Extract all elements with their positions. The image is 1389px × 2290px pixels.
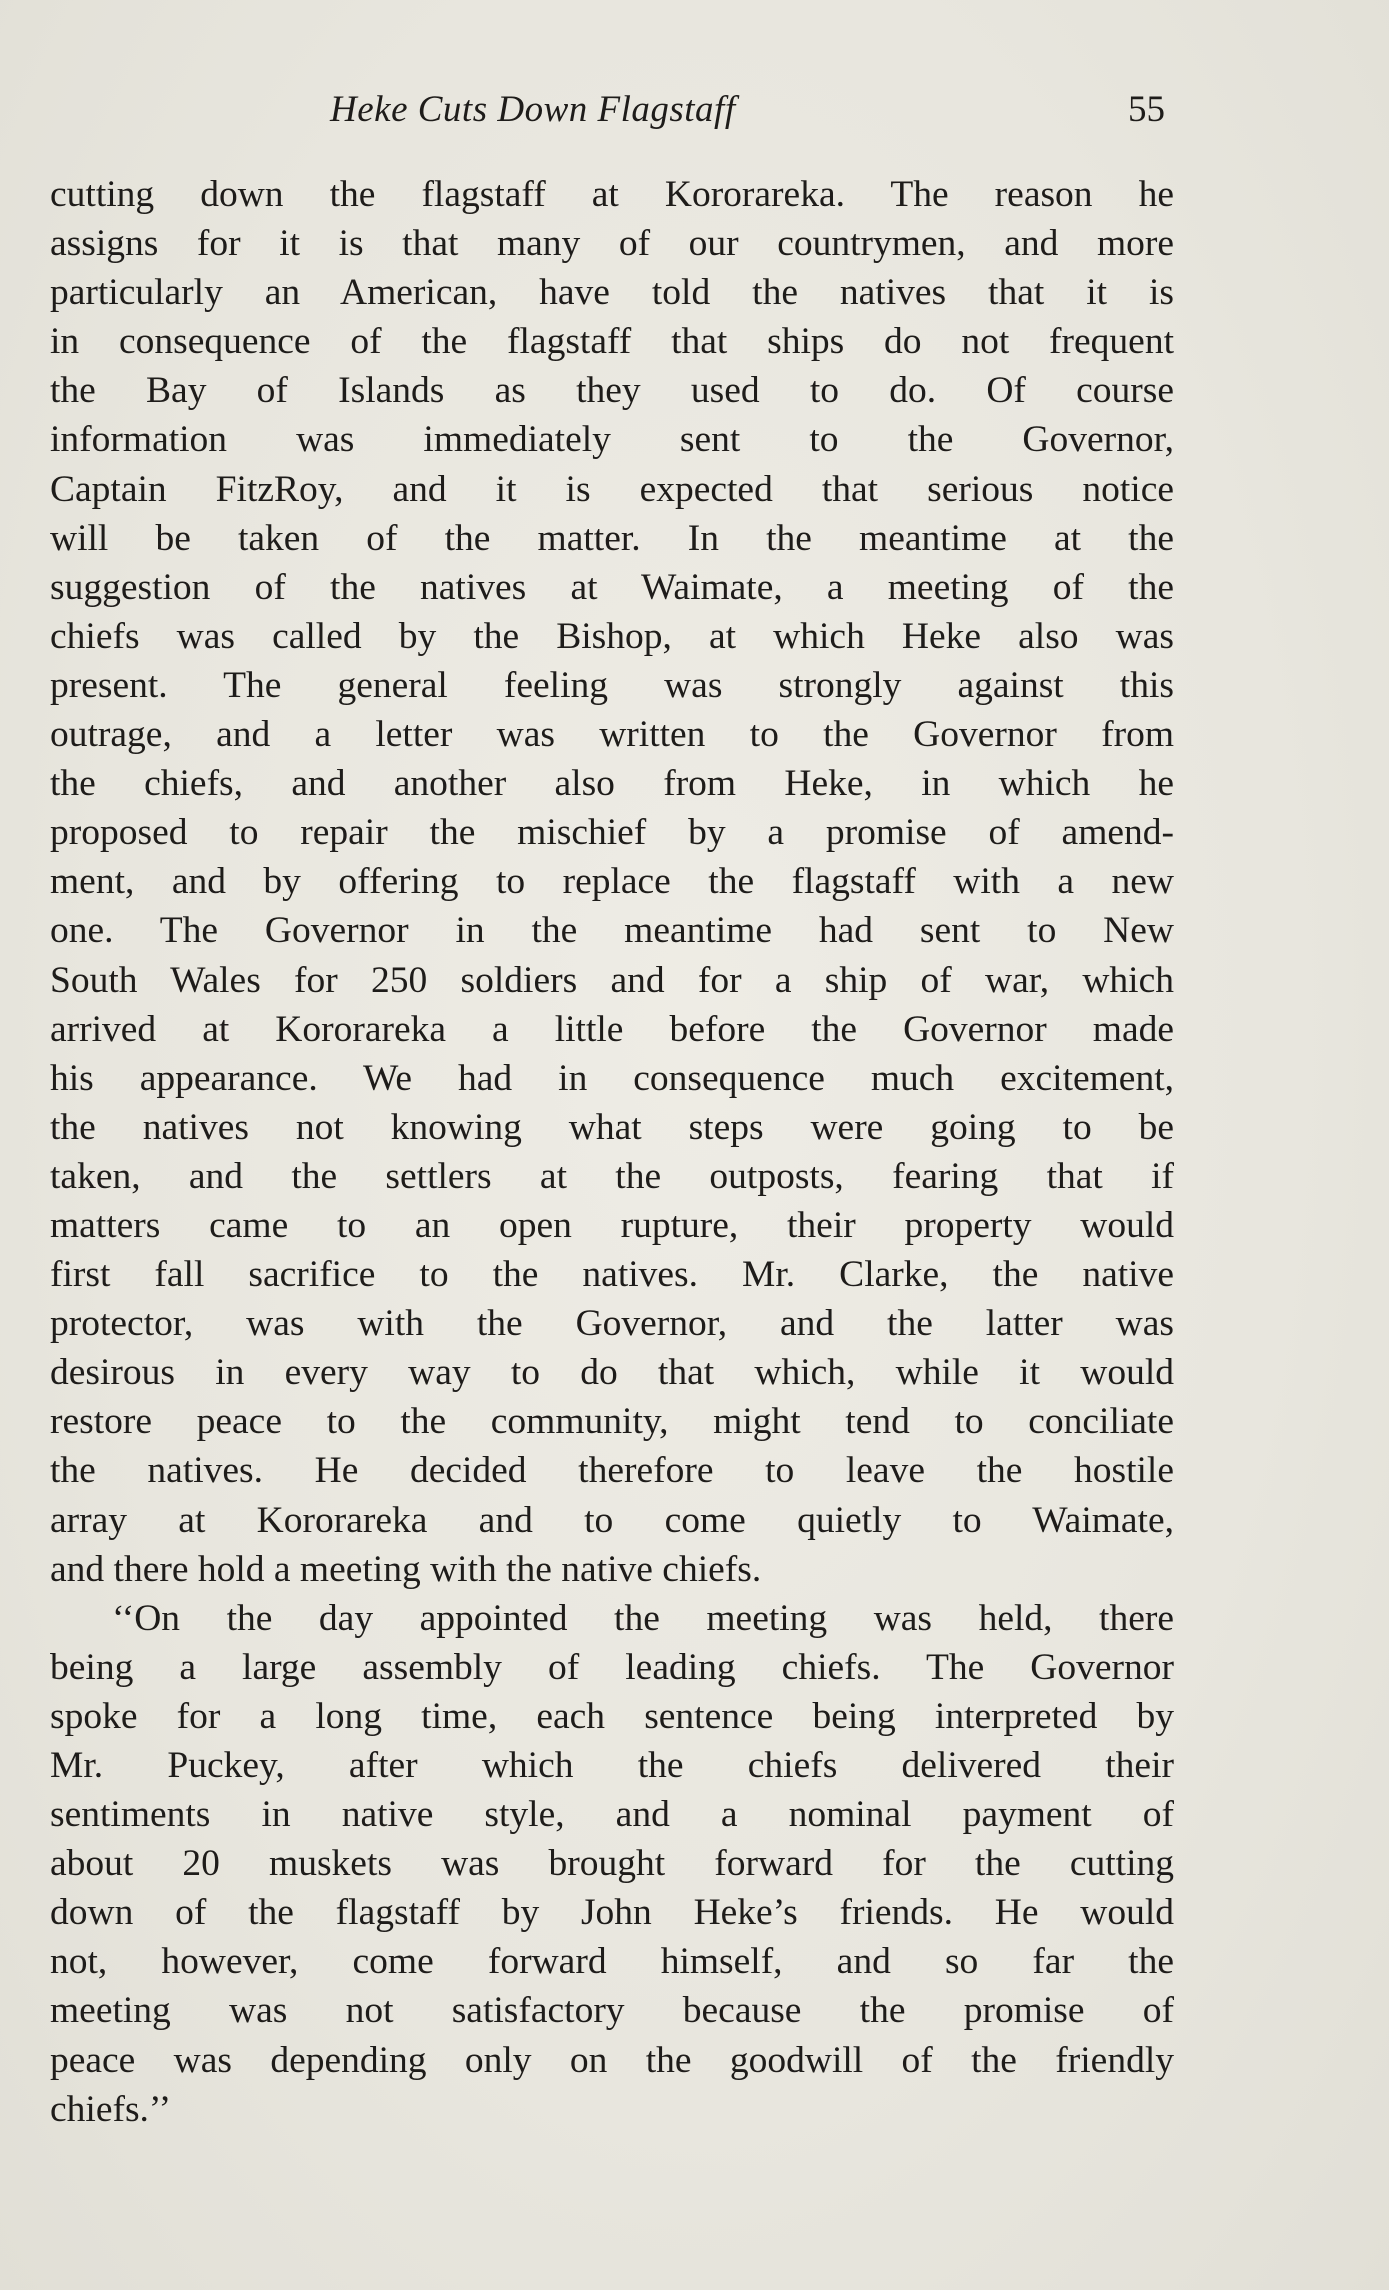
text-line: the natives not knowing what steps were going to be [50,1106,1174,1148]
text-line: spoke for a long time, each sentence being interpreted by [50,1695,1174,1737]
text-line: South Wales for 250 soldiers and for a ship of war, which [50,959,1174,1001]
text-line: being a large assembly of leading chiefs. The Governor [50,1646,1174,1688]
body-text [50,170,1174,2134]
text-line: Mr. Puckey, after which the chiefs delivered their [50,1745,1174,1786]
text-line: particularly an American, have told the natives that it is [50,272,1174,314]
text-line: will be taken of the matter. In the meantime at the [50,517,1174,559]
text-line: sentiments in native style, and a nominal payment of [50,1794,1174,1836]
text-line: the natives. He decided therefore to leave the hostile [50,1450,1174,1492]
text-line: suggestion of the natives at Waimate, a meeting of the [50,566,1174,608]
text-line: first fall sacrifice to the natives. Mr. Clarke, the native [50,1254,1174,1296]
text-line: his appearance. We had in consequence much excitement, [50,1057,1174,1099]
text-line: not, however, come forward himself, and so far the [50,1941,1174,1983]
text-line: chiefs was called by the Bishop, at which Heke also was [50,615,1174,657]
text-line: assigns for it is that many of our countrymen, and more [50,223,1174,265]
text-line: and there hold a meeting with the native chiefs. [50,1548,762,1590]
text-line: present. The general feeling was strongly against this [50,664,1174,706]
text-line: taken, and the settlers at the outposts, fearing that if [50,1155,1174,1197]
text-line: ‘‘On the day appointed the meeting was held, there [112,1597,1174,1639]
text-line: proposed to repair the mischief by a promise of amend- [50,812,1174,854]
text-line: information was immediately sent to the Governor, [50,419,1174,461]
text-line: the Bay of Islands as they used to do. Of course [50,370,1174,412]
text-line: protector, was with the Governor, and the latter was [50,1303,1174,1345]
text-line: cutting down the flagstaff at Kororareka. The reason he [50,174,1174,215]
page-number: 55 [1128,89,1165,130]
text-line: ment, and by offering to replace the flagstaff with a new [50,861,1174,903]
text-line: desirous in every way to do that which, while it would [50,1352,1174,1394]
text-line: down of the flagstaff by John Heke’s friends. He would [50,1892,1174,1934]
running-title: Heke Cuts Down Flagstaff [330,89,736,130]
text-line: one. The Governor in the meantime had sent to New [50,910,1174,952]
text-line: matters came to an open rupture, their property would [50,1204,1174,1246]
text-line: in consequence of the flagstaff that ships do not frequent [50,321,1174,363]
text-line: peace was depending only on the goodwill of the friendly [50,2039,1174,2081]
text-line: outrage, and a letter was written to the Governor from [50,714,1174,756]
text-line: arrived at Kororareka a little before the Governor made [50,1008,1174,1050]
text-line: about 20 muskets was brought forward for the cutting [50,1843,1174,1885]
text-line: restore peace to the community, might tend to conciliate [50,1401,1174,1443]
text-line: chiefs.’’ [50,2088,172,2130]
text-line: array at Kororareka and to come quietly to Waimate, [50,1499,1174,1541]
text-line: Captain FitzRoy, and it is expected that serious notice [50,468,1174,510]
text-line: the chiefs, and another also from Heke, in which he [50,763,1174,805]
text-line: meeting was not satisfactory because the promise of [50,1990,1174,2032]
